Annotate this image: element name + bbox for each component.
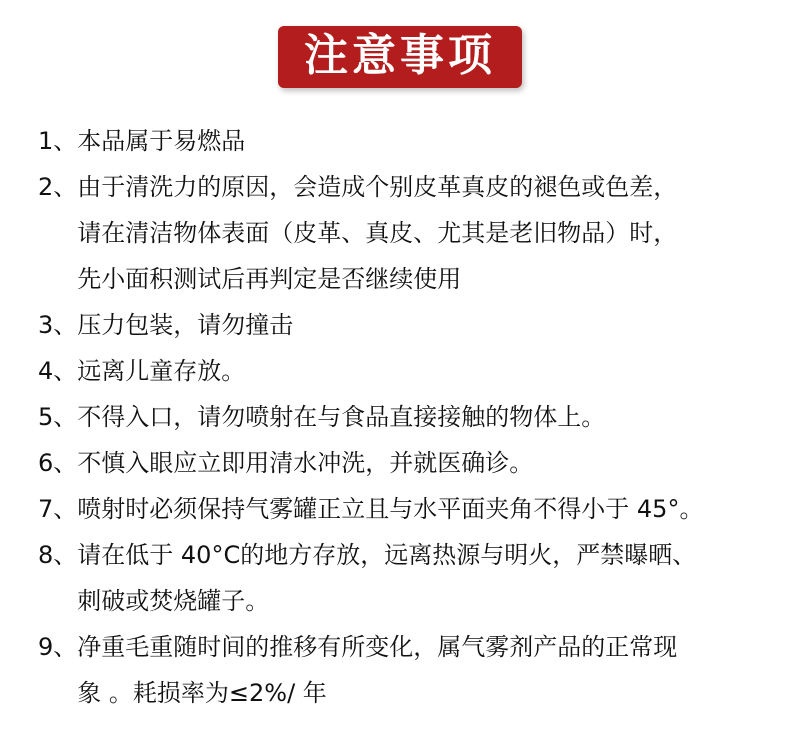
note-text: 先小面积测试后再判定是否继续使用 (77, 265, 462, 293)
note-text: 远离儿童存放。 (77, 357, 246, 385)
note-number: 8、 (38, 541, 78, 569)
note-number: 4、 (38, 357, 78, 385)
note-text: 净重毛重随时间的推移有所变化，属气雾剂产品的正常现 (77, 633, 678, 661)
note-number: 5、 (38, 403, 78, 431)
page-title: 注意事项 (278, 26, 522, 88)
note-text: 压力包装，请勿撞击 (77, 311, 294, 339)
note-item-7 (38, 486, 788, 532)
note-item-3 (38, 302, 788, 348)
note-number: 7、 (38, 495, 78, 523)
note-item-8 (38, 532, 788, 624)
note-text: 象 。耗损率为≤2%/ 年 (77, 679, 327, 707)
note-number: 9、 (38, 633, 78, 661)
note-item-6 (38, 440, 788, 486)
note-text: 请在清洁物体表面（皮革、真皮、尤其是老旧物品）时， (77, 219, 678, 247)
note-text: 由于清洗力的原因，会造成个别皮革真皮的褪色或色差， (77, 173, 678, 201)
note-item-2 (38, 164, 788, 302)
note-text: 本品属于易燃品 (77, 127, 246, 155)
notes-list (38, 118, 788, 716)
note-number: 1、 (38, 127, 78, 155)
note-item-1 (38, 118, 788, 164)
note-item-5 (38, 394, 788, 440)
note-text: 喷射时必须保持气雾罐正立且与水平面夹角不得小于 45°。 (77, 495, 704, 523)
note-text: 请在低于 40°C的地方存放，远离热源与明火，严禁曝晒、 (77, 541, 697, 569)
note-number: 6、 (38, 449, 78, 477)
note-text: 不慎入眼应立即用清水冲洗，并就医确诊。 (77, 449, 534, 477)
title-container (0, 26, 800, 88)
note-number: 2、 (38, 173, 78, 201)
note-text: 刺破或焚烧罐子。 (77, 587, 270, 615)
note-text: 不得入口，请勿喷射在与食品直接接触的物体上。 (77, 403, 606, 431)
note-item-4 (38, 348, 788, 394)
note-item-9 (38, 624, 788, 716)
note-number: 3、 (38, 311, 78, 339)
